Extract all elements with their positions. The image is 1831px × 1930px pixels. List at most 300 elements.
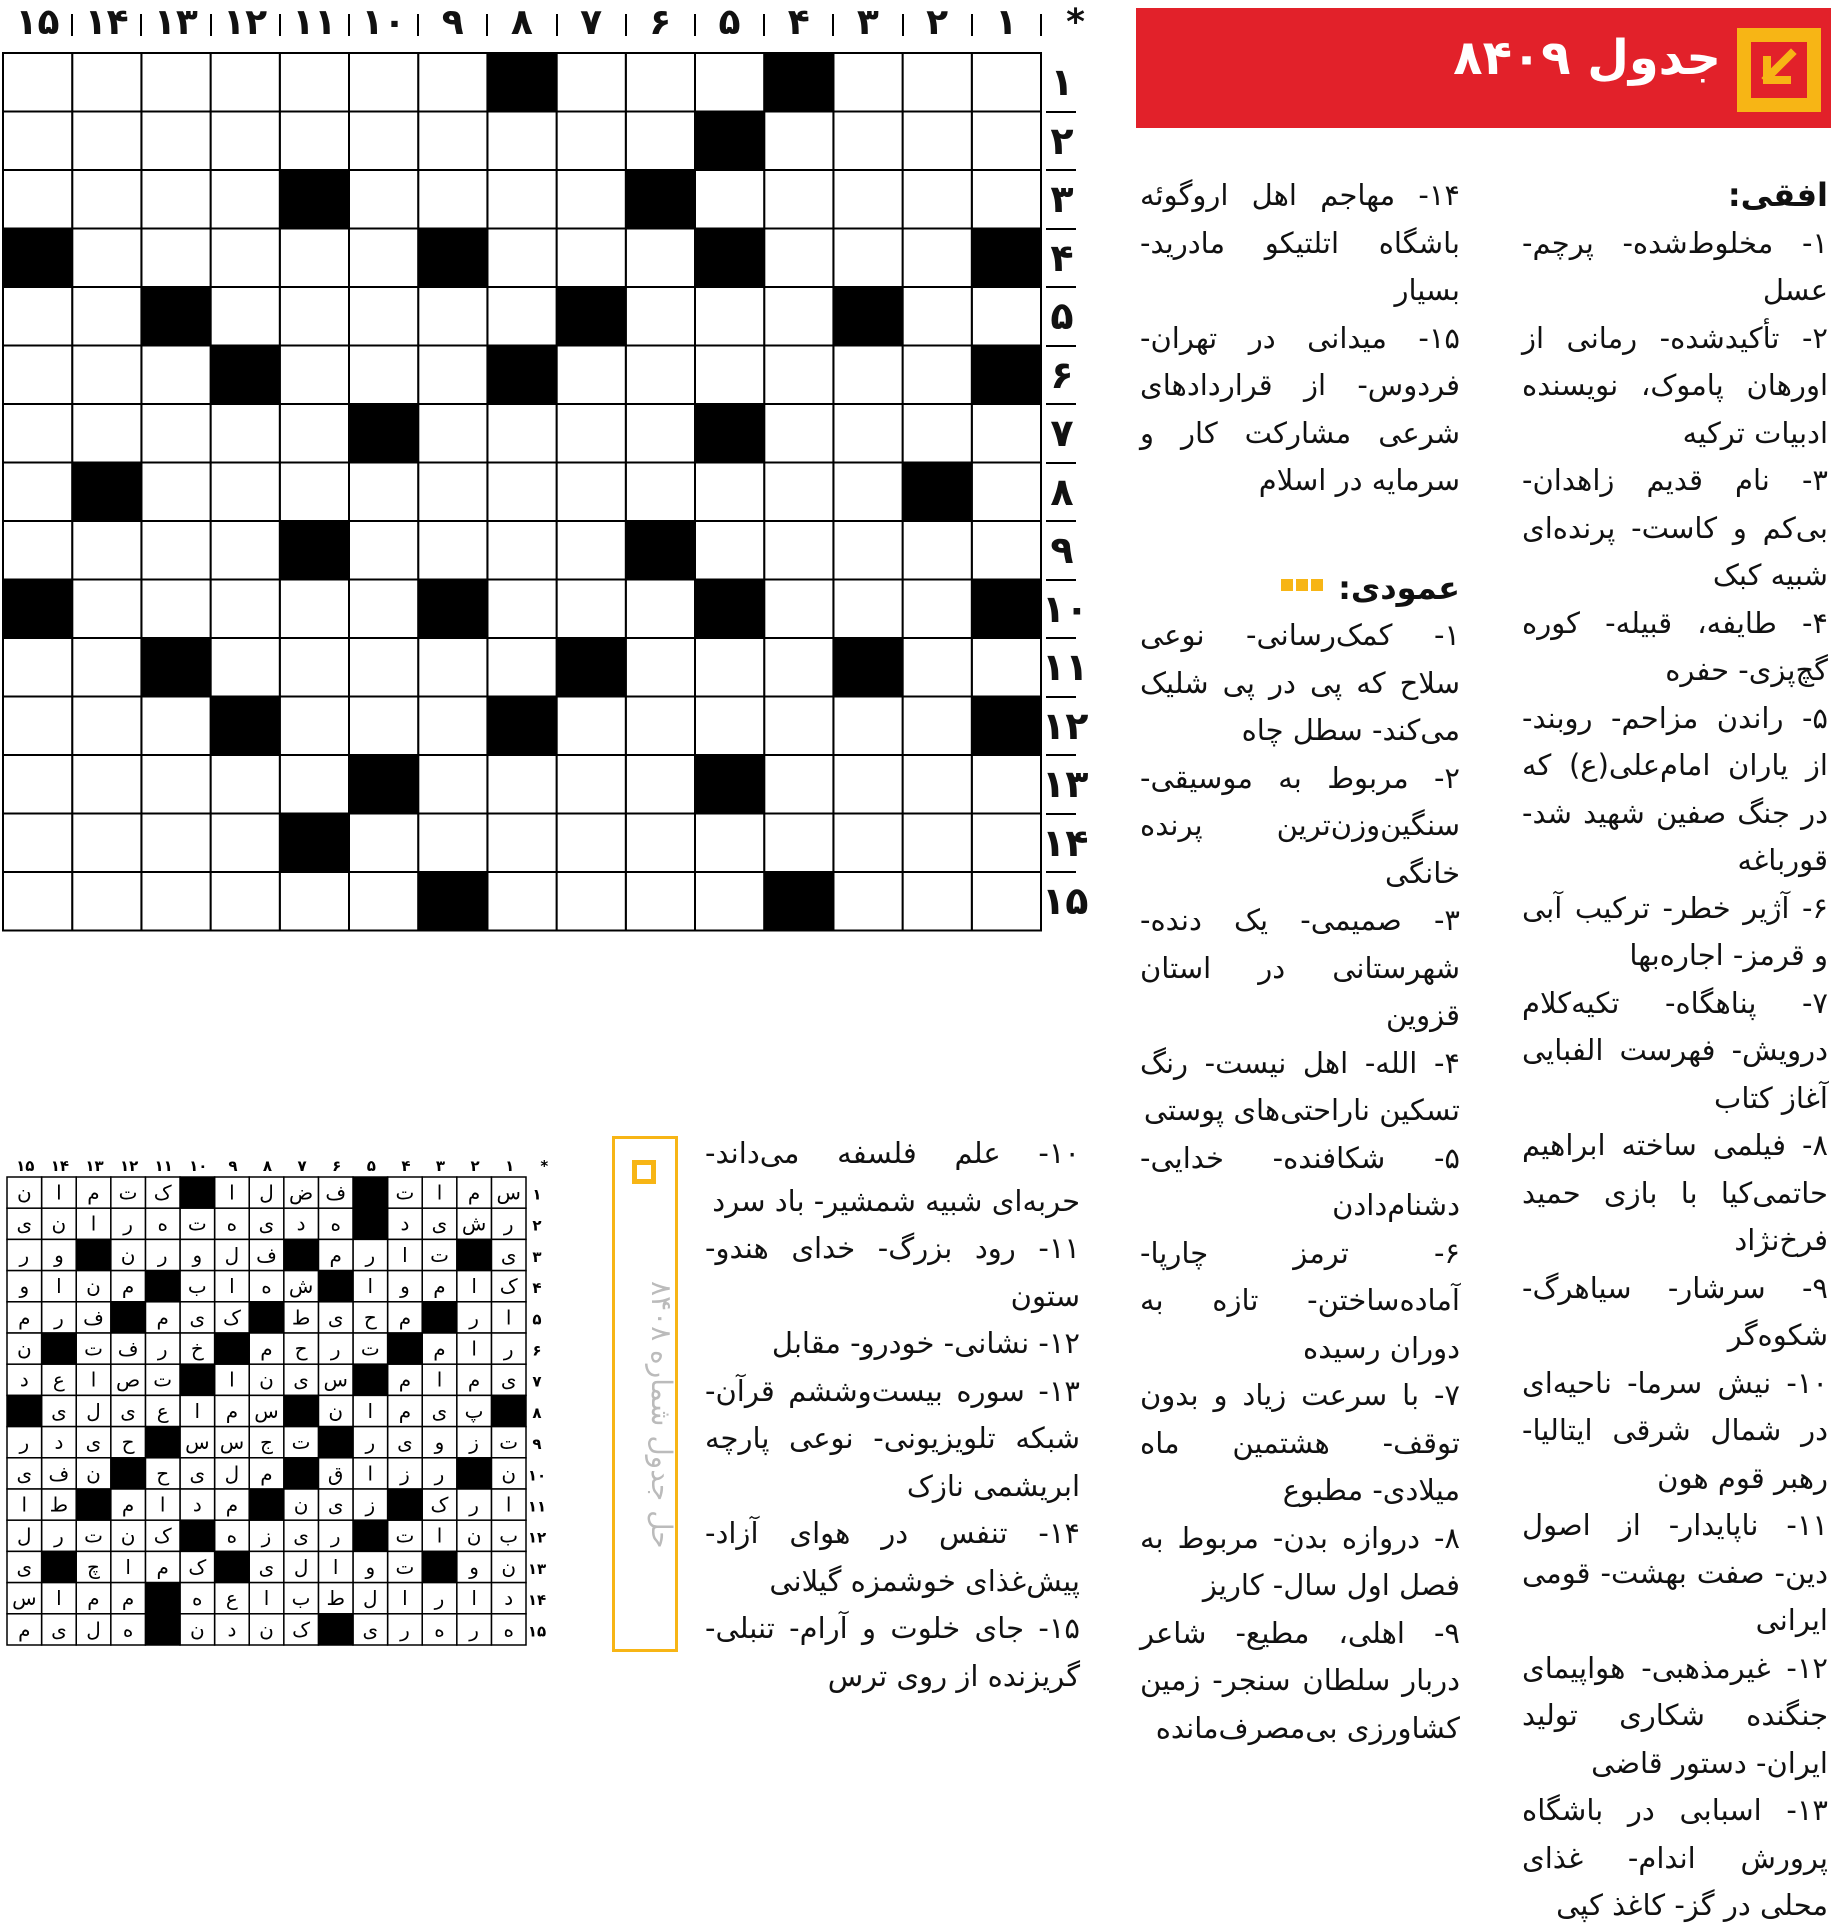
grid-cell[interactable] [349,521,418,580]
solution-letter: ا [471,1586,477,1611]
grid-cell[interactable] [211,638,280,697]
row-separator [1046,696,1076,698]
grid-cell[interactable] [418,697,487,756]
grid-cell[interactable] [280,287,349,346]
grid-cell[interactable] [349,112,418,171]
grid-cell[interactable] [280,112,349,171]
solution-letter: س [496,1180,521,1205]
grid-cell[interactable] [3,170,72,229]
solution-letter: ا [56,1586,62,1611]
grid-cell[interactable] [764,463,833,522]
grid-cell[interactable] [487,521,556,580]
grid-cell[interactable] [557,521,626,580]
grid-cell[interactable] [141,697,210,756]
grid-cell[interactable] [695,697,764,756]
row-number: ۶ [532,1341,542,1360]
grid-cell[interactable] [72,346,141,405]
grid-cell[interactable] [72,638,141,697]
grid-cell[interactable] [211,53,280,112]
across-clue: ۱- مخلوط‌شده- پرچم- عسل [1522,225,1828,307]
grid-cell[interactable] [72,872,141,931]
grid-cell-black [557,638,626,697]
grid-cell[interactable] [72,697,141,756]
row-separator [1046,345,1076,347]
grid-cell[interactable] [211,404,280,463]
grid-cell[interactable] [764,229,833,288]
solution-letter: و [19,1274,30,1299]
grid-cell[interactable] [764,755,833,814]
grid-cell[interactable] [833,521,902,580]
solution-cell-black [215,1333,250,1364]
grid-cell[interactable] [280,872,349,931]
grid-cell[interactable] [72,53,141,112]
grid-cell[interactable] [211,287,280,346]
solution-letter: د [54,1430,64,1455]
column-number: ۳ [856,2,879,43]
grid-cell[interactable] [626,638,695,697]
grid-cell[interactable] [418,755,487,814]
row-separator [1046,637,1076,639]
grid-cell[interactable] [349,814,418,873]
solution-letter: ن [16,1336,32,1361]
grid-cell[interactable] [764,638,833,697]
grid-cell[interactable] [141,872,210,931]
grid-cell[interactable] [626,755,695,814]
grid-cell[interactable] [418,287,487,346]
grid-cell[interactable] [626,287,695,346]
solution-letter: د [192,1492,202,1517]
grid-cell[interactable] [833,463,902,522]
grid-cell[interactable] [141,580,210,639]
grid-cell[interactable] [557,53,626,112]
solution-letter: م [260,1336,273,1361]
grid-cell[interactable] [903,638,972,697]
grid-cell[interactable] [903,346,972,405]
grid-cell[interactable] [557,580,626,639]
grid-cell-black [972,580,1041,639]
grid-cell[interactable] [141,755,210,814]
grid-cell-black [695,404,764,463]
grid-cell[interactable] [695,521,764,580]
grid-cell[interactable] [903,53,972,112]
solution-letter: س [219,1430,245,1455]
grid-cell[interactable] [695,170,764,229]
grid-cell[interactable] [626,404,695,463]
grid-cell[interactable] [903,814,972,873]
grid-cell[interactable] [3,404,72,463]
grid-cell-black [349,404,418,463]
solution-cell-black [111,1302,146,1333]
solution-letter: ط [326,1586,345,1611]
grid-cell[interactable] [487,814,556,873]
row-number: ۱۰ [1042,586,1089,631]
solution-letter: ج [260,1430,273,1455]
solution-letter: ت [153,1367,173,1392]
grid-cell[interactable] [833,112,902,171]
solution-letter: د [296,1211,306,1236]
grid-cell[interactable] [141,814,210,873]
solution-letter: ر [469,1617,479,1642]
grid-cell[interactable] [903,287,972,346]
grid-cell[interactable] [72,287,141,346]
column-number: ۵ [366,1157,376,1175]
grid-cell[interactable] [764,170,833,229]
grid-cell[interactable] [487,580,556,639]
grid-cell[interactable] [557,112,626,171]
grid-cell[interactable] [349,638,418,697]
solution-letter: ه [192,1586,203,1611]
grid-cell-black [487,346,556,405]
row-number: ۱۵ [527,1622,547,1641]
grid-cell[interactable] [3,346,72,405]
solution-letter: ن [501,1554,517,1579]
grid-cell[interactable] [972,872,1041,931]
down-clue: ۱۳- سوره بیست‌وششم قرآن- شبکه تلویزیونی- نوعی پارچه ابریشمی نازک [705,1373,1080,1503]
grid-cell[interactable] [280,638,349,697]
grid-cell[interactable] [211,463,280,522]
solution-letter: م [121,1274,135,1299]
solution-letter: ا [229,1367,235,1392]
grid-cell[interactable] [972,112,1041,171]
grid-cell[interactable] [764,112,833,171]
grid-cell[interactable] [972,287,1041,346]
grid-cell[interactable] [418,170,487,229]
solution-letter: ا [56,1180,62,1205]
solution-letter: م [156,1305,169,1330]
solution-letter: ا [367,1274,374,1299]
grid-cell[interactable] [349,697,418,756]
solution-cell-black [422,1551,457,1582]
grid-cell[interactable] [903,170,972,229]
grid-cell[interactable] [72,755,141,814]
title-banner [1136,8,1831,128]
solution-letter: ت [84,1336,103,1361]
grid-cell[interactable] [972,755,1041,814]
grid-cell[interactable] [903,521,972,580]
grid-cell[interactable] [764,404,833,463]
grid-cell-black [280,521,349,580]
solution-letter: ل [363,1586,378,1611]
grid-cell[interactable] [557,463,626,522]
grid-cell[interactable] [141,463,210,522]
grid-cell[interactable] [972,638,1041,697]
grid-cell[interactable] [3,112,72,171]
grid-cell[interactable] [349,53,418,112]
grid-cell[interactable] [626,580,695,639]
grid-cell[interactable] [764,697,833,756]
solution-letter: ی [16,1461,33,1486]
grid-cell[interactable] [3,697,72,756]
grid-cell[interactable] [349,463,418,522]
grid-cell[interactable] [626,814,695,873]
grid-cell[interactable] [487,638,556,697]
grid-cell[interactable] [3,521,72,580]
grid-cell[interactable] [487,404,556,463]
grid-cell[interactable] [972,463,1041,522]
grid-cell[interactable] [418,346,487,405]
grid-cell[interactable] [972,521,1041,580]
grid-cell[interactable] [626,346,695,405]
solution-letter: و [365,1554,376,1579]
grid-cell[interactable] [3,53,72,112]
grid-cell[interactable] [141,53,210,112]
grid-cell[interactable] [349,229,418,288]
row-separator [1046,520,1076,522]
solution-cell-black [145,1614,180,1645]
column-number: ۶ [332,1157,342,1175]
grid-cell[interactable] [833,346,902,405]
grid-cell[interactable] [557,755,626,814]
grid-cell[interactable] [626,697,695,756]
grid-cell[interactable] [972,814,1041,873]
solution-letter: ر [123,1211,133,1236]
grid-cell[interactable] [764,580,833,639]
grid-cell[interactable] [280,404,349,463]
grid-cell[interactable] [280,580,349,639]
arrow-down-left-icon [632,1160,656,1184]
grid-cell[interactable] [626,112,695,171]
grid-cell-black [972,697,1041,756]
grid-cell[interactable] [833,755,902,814]
solution-letter: ح [156,1461,170,1486]
grid-cell[interactable] [3,638,72,697]
solution-letter: ا [402,1242,408,1267]
page-title: جدول ۸۴۰۹ [1453,30,1721,86]
solution-letter: ا [367,1461,374,1486]
grid-cell[interactable] [626,872,695,931]
down-clue: ۱- کمک‌رسانی- نوعی سلاح که پی در پی شلیک می‌کند- سطل چاه [1140,618,1460,747]
grid-cell[interactable] [557,404,626,463]
solution-letter: ی [293,1367,309,1392]
grid-cell[interactable] [280,53,349,112]
grid-cell[interactable] [487,287,556,346]
solution-letter: ا [471,1336,477,1361]
grid-cell[interactable] [972,53,1041,112]
solution-letter: ف [117,1336,139,1361]
solution-cell-black [249,1302,284,1333]
grid-cell[interactable] [903,697,972,756]
grid-cell[interactable] [349,872,418,931]
grid-cell[interactable] [211,872,280,931]
grid-cell[interactable] [280,697,349,756]
grid-cell[interactable] [487,755,556,814]
grid-cell[interactable] [3,755,72,814]
grid-cell[interactable] [418,814,487,873]
grid-cell[interactable] [626,53,695,112]
grid-cell[interactable] [72,580,141,639]
grid-cell[interactable] [833,580,902,639]
grid-cell[interactable] [141,404,210,463]
grid-cell[interactable] [764,346,833,405]
grid-cell[interactable] [833,229,902,288]
grid-cell[interactable] [833,697,902,756]
solution-letter: م [467,1367,481,1392]
solution-letter: ل [224,1242,240,1267]
grid-cell[interactable] [72,814,141,873]
grid-cell[interactable] [418,463,487,522]
solution-letter: ا [56,1274,62,1299]
grid-cell[interactable] [349,170,418,229]
solution-letter: م [433,1336,446,1361]
grid-cell[interactable] [280,229,349,288]
row-number: ۱۴ [527,1591,547,1610]
solution-letter: ن [293,1492,309,1517]
solution-letter: و [54,1242,64,1267]
grid-cell[interactable] [211,112,280,171]
grid-cell[interactable] [903,229,972,288]
solution-letter: ت [395,1523,415,1548]
solution-letter: ا [159,1492,166,1517]
solution-letter: ا [436,1367,443,1392]
grid-cell[interactable] [211,170,280,229]
grid-cell[interactable] [626,229,695,288]
across-clues-column [1522,172,1828,1930]
grid-cell-black [903,463,972,522]
grid-cell[interactable] [349,580,418,639]
solution-letter: ک [188,1554,207,1579]
grid-cell[interactable] [72,170,141,229]
solution-letter: ر [157,1336,168,1361]
grid-cell[interactable] [695,638,764,697]
grid-cell[interactable] [833,814,902,873]
row-separator [1046,111,1076,113]
grid-cell[interactable] [903,755,972,814]
solution-letter: م [121,1586,135,1611]
grid-cell[interactable] [487,112,556,171]
solution-cell-black [42,1551,77,1582]
solution-cell-black [353,1177,388,1208]
grid-cell[interactable] [764,287,833,346]
grid-cell[interactable] [280,346,349,405]
solution-letter: ف [256,1242,277,1267]
grid-cell[interactable] [557,872,626,931]
grid-cell[interactable] [141,170,210,229]
solution-letter: ی [362,1617,379,1642]
solution-letter: ا [505,1305,512,1330]
grid-cell[interactable] [487,872,556,931]
grid-cell[interactable] [487,229,556,288]
grid-cell[interactable] [211,229,280,288]
grid-cell-black [418,872,487,931]
grid-cell[interactable] [418,521,487,580]
grid-cell[interactable] [211,814,280,873]
grid-cell[interactable] [211,521,280,580]
column-number: ۱ [505,1157,515,1175]
grid-cell-black [487,53,556,112]
solution-letter: ی [189,1305,206,1330]
grid-cell[interactable] [141,229,210,288]
grid-cell[interactable] [141,346,210,405]
grid-cell-black [833,638,902,697]
grid-cell[interactable] [418,53,487,112]
grid-cell[interactable] [557,229,626,288]
grid-cell[interactable] [211,755,280,814]
grid-cell[interactable] [3,814,72,873]
column-number: ۱۰ [361,2,406,43]
grid-cell[interactable] [764,521,833,580]
solution-letter: و [192,1242,203,1267]
grid-cell[interactable] [72,229,141,288]
grid-cell[interactable] [972,170,1041,229]
grid-cell[interactable] [557,697,626,756]
across-clue: ۹- سرشار- سیاهرگ- شکوه‌گر [1522,1270,1828,1352]
grid-cell[interactable] [72,404,141,463]
grid-cell[interactable] [3,872,72,931]
down-clue: ۵- شکافنده- خدایی- دشنام‌دادن [1140,1140,1460,1222]
grid-cell[interactable] [418,404,487,463]
grid-cell[interactable] [72,112,141,171]
grid-cell[interactable] [418,638,487,697]
row-number: ۶ [1050,352,1074,397]
grid-cell[interactable] [280,463,349,522]
grid-cell[interactable] [833,170,902,229]
grid-cell[interactable] [695,346,764,405]
grid-cell[interactable] [211,580,280,639]
column-number: ۷ [297,1157,307,1175]
grid-cell[interactable] [141,521,210,580]
grid-cell[interactable] [695,463,764,522]
column-number: ۴ [787,2,810,43]
grid-cell[interactable] [903,112,972,171]
grid-cell[interactable] [972,404,1041,463]
grid-cell[interactable] [487,463,556,522]
grid-cell[interactable] [626,463,695,522]
grid-cell[interactable] [833,872,902,931]
row-number: ۱ [1050,60,1074,104]
solution-letter: ا [21,1492,28,1517]
grid-cell[interactable] [833,404,902,463]
grid-cell[interactable] [903,872,972,931]
grid-cell[interactable] [903,580,972,639]
column-number: ۱ [995,2,1018,43]
grid-cell[interactable] [557,346,626,405]
solution-letter: ن [16,1180,32,1205]
solution-letter: ا [125,1554,131,1579]
grid-cell[interactable] [695,814,764,873]
grid-cell[interactable] [141,112,210,171]
grid-cell[interactable] [557,814,626,873]
grid-cell[interactable] [695,53,764,112]
row-number: ۹ [1050,528,1074,572]
row-number: ۸ [1050,469,1074,514]
grid-cell[interactable] [349,346,418,405]
row-number: ۱۴ [1042,820,1089,865]
grid-cell[interactable] [903,404,972,463]
solution-letter: ه [122,1617,134,1642]
solution-letter: ت [499,1430,519,1455]
solution-letter: ا [505,1492,512,1517]
grid-cell[interactable] [280,755,349,814]
grid-cell[interactable] [3,287,72,346]
grid-cell[interactable] [487,170,556,229]
grid-cell[interactable] [557,170,626,229]
asterisk-icon: * [540,1157,549,1175]
grid-cell[interactable] [833,53,902,112]
grid-cell[interactable] [764,814,833,873]
grid-cell[interactable] [349,287,418,346]
grid-cell[interactable] [418,112,487,171]
down-clue: ۱۰- علم فلسفه می‌داند- حربه‌ای شبیه شمشیر- باد سرد [705,1136,1080,1218]
grid-cell-black [349,755,418,814]
grid-cell[interactable] [3,463,72,522]
grid-cell[interactable] [72,521,141,580]
solution-letter: م [398,1398,412,1423]
grid-cell[interactable] [695,287,764,346]
solution-letter: د [19,1367,29,1392]
solution-letter: ی [51,1617,67,1642]
solution-letter: م [87,1586,100,1611]
grid-cell[interactable] [695,872,764,931]
